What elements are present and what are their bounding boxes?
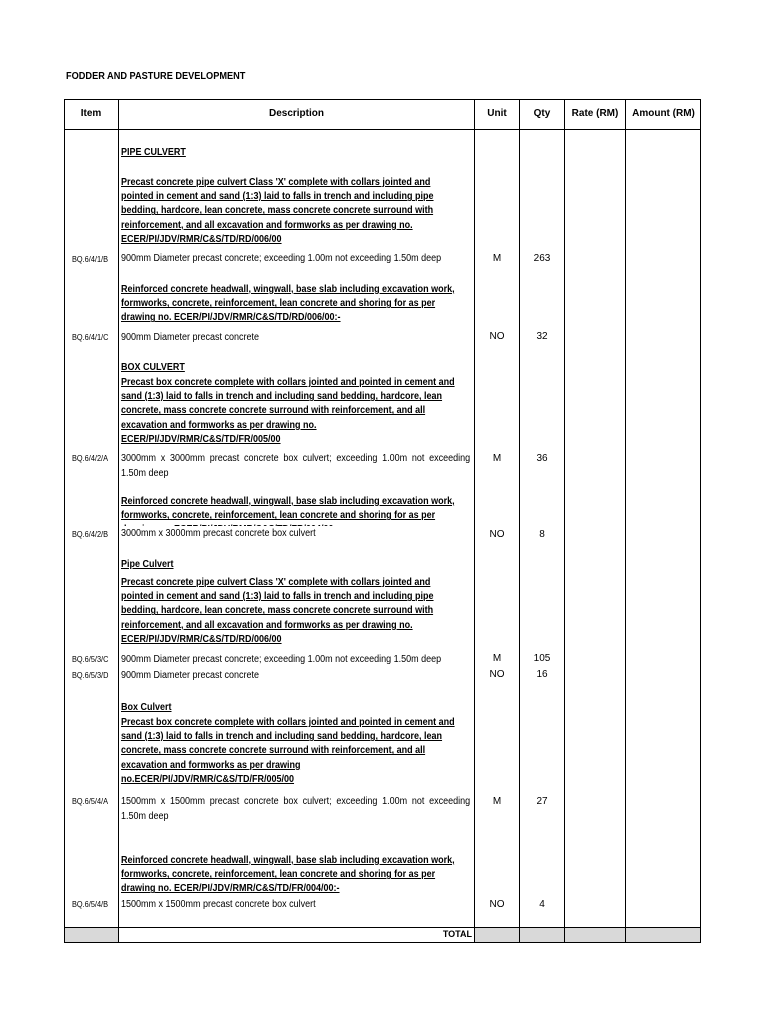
column-divider (519, 99, 520, 943)
item-qty: 32 (536, 331, 548, 342)
section-spec: Precast box concrete complete with collars jointed and pointed in cement and sand (1:3) laid to falls in trench and including sand bedding, hardcore, lean concrete, mass concrete concrete surround with reinforcement, and all excavation and formworks as per drawing no.ECER/PI/JDV/RMR/C&S/TD/FR/005/00 (121, 717, 455, 785)
header-amount: Amount (RM) (632, 108, 695, 119)
item-code: BQ.6/4/1/B (72, 255, 109, 264)
item-code: BQ.6/5/3/D (72, 671, 109, 680)
item-unit: NO (489, 331, 505, 342)
item-qty: 4 (539, 899, 545, 910)
header-item: Item (80, 108, 102, 119)
item-unit: NO (489, 529, 505, 540)
section-heading: Pipe Culvert (121, 559, 174, 570)
item-unit: NO (489, 899, 505, 910)
header-qty: Qty (533, 108, 551, 119)
column-divider (625, 99, 626, 943)
section-heading: BOX CULVERT (121, 362, 185, 373)
item-description: 3000mm x 3000mm precast concrete box culvert; exceeding 1.00m not exceeding 1.50m deep (121, 453, 471, 479)
document-title: FODDER AND PASTURE DEVELOPMENT (66, 71, 246, 82)
section-heading: Box Culvert (121, 702, 172, 713)
section-heading: PIPE CULVERT (121, 147, 186, 158)
item-qty: 263 (533, 253, 551, 264)
section-spec: Precast box concrete complete with collars jointed and pointed in cement and sand (1:3) laid to falls in trench and including sand bedding, hardcore, lean concrete, mass concrete concrete surround with reinforcement, and all excavation and formworks as per drawing no. ECER/PI/JDV/RMR/C&S/TD/FR/005/00 (121, 377, 455, 445)
header-divider (64, 129, 701, 130)
item-description: 900mm Diameter precast concrete; exceeding 1.00m not exceeding 1.50m deep (121, 253, 442, 264)
column-divider (118, 99, 119, 943)
item-unit: M (492, 796, 502, 807)
header-description: Description (268, 108, 324, 119)
item-code: BQ.6/5/4/A (72, 797, 109, 806)
item-qty: 105 (533, 653, 551, 664)
item-unit: M (492, 253, 502, 264)
item-description: 1500mm x 1500mm precast concrete box culvert; exceeding 1.00m not exceeding 1.50m deep (121, 796, 471, 822)
item-description: 900mm Diameter precast concrete; exceeding 1.00m not exceeding 1.50m deep (121, 654, 442, 665)
item-qty: 27 (536, 796, 548, 807)
item-description: 900mm Diameter precast concrete (121, 332, 260, 343)
item-description: 1500mm x 1500mm precast concrete box culvert (121, 899, 316, 910)
section-spec: Reinforced concrete headwall, wingwall, base slab including excavation work, formworks, concrete, reinforcement, lean concrete and shoring for as per (121, 496, 455, 522)
item-code: BQ.6/4/1/C (72, 333, 109, 342)
header-rate: Rate (RM) (571, 108, 619, 119)
header-unit: Unit (487, 108, 507, 119)
total-row-divider (64, 927, 701, 928)
section-spec: Reinforced concrete headwall, wingwall, base slab including excavation work, formworks, concrete, reinforcement, lean concrete and shoring for as per drawing no. ECER/PI/JDV/RMR/C&S/TD/FR/004/00:- (121, 855, 455, 895)
item-unit: NO (489, 669, 505, 680)
item-code: BQ.6/4/2/A (72, 454, 109, 463)
section-spec: Precast concrete pipe culvert Class 'X' complete with collars jointed and pointed in cement and sand (1:3) laid to falls in trench and including pipe bedding, hardcore, lean concrete, mass concrete concrete surround with reinforcement, and all excavation and formworks as per drawing no. ECER/PI/JDV/RMR/C&S/TD/RD/006/00 (121, 577, 434, 645)
item-qty: 36 (536, 453, 548, 464)
column-divider (474, 99, 475, 943)
section-spec: Reinforced concrete headwall, wingwall, base slab including excavation work, formworks, concrete, reinforcement, lean concrete and shoring for as per drawing no. ECER/PI/JDV/RMR/C&S/TD/RD/006/00:- (121, 284, 455, 324)
item-code: BQ.6/5/4/B (72, 900, 109, 909)
item-unit: M (492, 653, 502, 664)
item-qty: 8 (539, 529, 545, 540)
item-description: 3000mm x 3000mm precast concrete box culvert (121, 527, 470, 542)
total-label: TOTAL (442, 929, 472, 939)
item-qty: 16 (536, 669, 548, 680)
item-code: BQ.6/5/3/C (72, 655, 109, 664)
item-description: 900mm Diameter precast concrete (121, 670, 260, 681)
item-unit: M (492, 453, 502, 464)
column-divider (564, 99, 565, 943)
item-code: BQ.6/4/2/B (72, 530, 109, 539)
section-spec: Precast concrete pipe culvert Class 'X' complete with collars jointed and pointed in cement and sand (1:3) laid to falls in trench and including pipe bedding, hardcore, lean concrete, mass concrete concrete surround with reinforcement, and all excavation and formworks as per drawing no. ECER/PI/JDV/RMR/C&S/TD/RD/006/00 (121, 177, 434, 245)
